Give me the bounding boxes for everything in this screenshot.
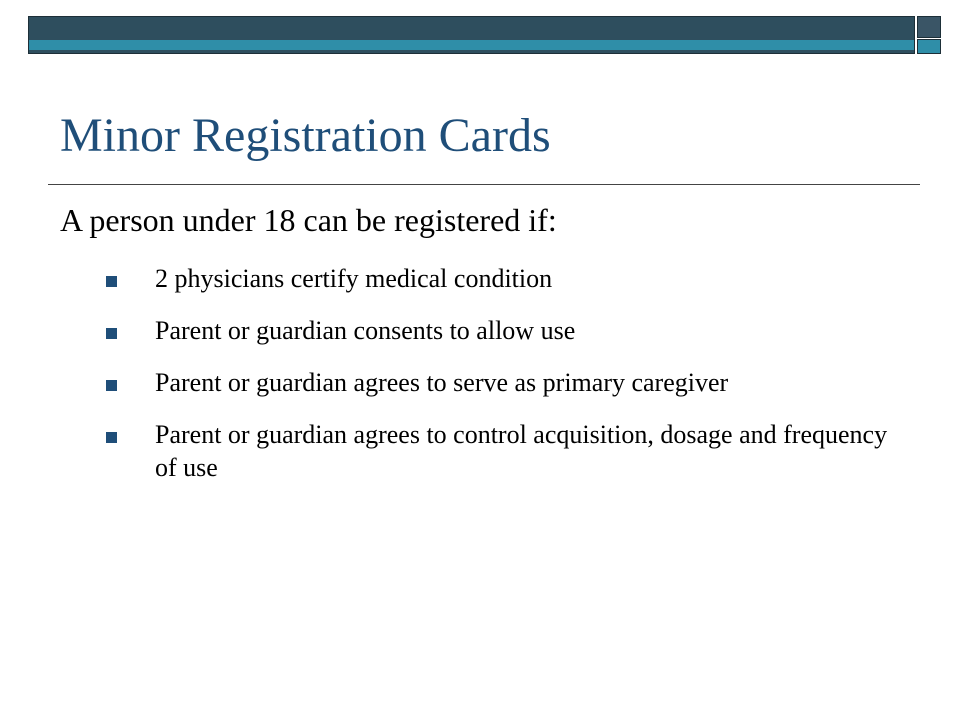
header-band [28,16,915,54]
slide-title: Minor Registration Cards [60,109,551,162]
bullet-text: Parent or guardian agrees to serve as primary caregiver [155,368,729,397]
bullet-text: Parent or guardian agrees to control acquisition, dosage and frequency of use [155,420,888,482]
header-corner-square-bottom [917,39,941,54]
bullet-item [106,418,906,484]
bullet-text: Parent or guardian consents to allow use [155,316,576,345]
header-corner-square-top [917,16,941,38]
header-band-stripe [29,40,914,50]
bullet-list [106,262,906,503]
bullet-item [106,366,906,399]
lead-text: A person under 18 can be registered if: [60,202,557,238]
bullet-item [106,314,906,347]
square-bullet-icon [106,380,117,391]
bullet-item [106,262,906,295]
square-bullet-icon [106,276,117,287]
title-divider [48,184,920,185]
square-bullet-icon [106,432,117,443]
square-bullet-icon [106,328,117,339]
bullet-text: 2 physicians certify medical condition [155,264,553,293]
